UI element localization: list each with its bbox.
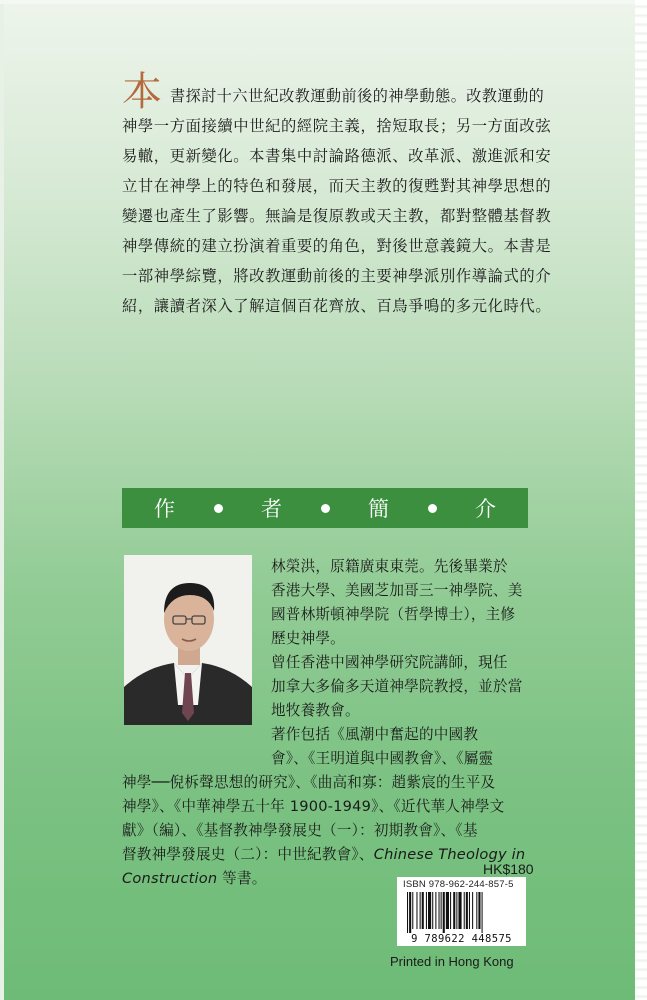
barcode-bar	[426, 892, 427, 929]
bullet-dot-icon	[214, 504, 223, 513]
barcode-bar	[482, 892, 483, 933]
barcode-bar	[432, 892, 433, 929]
barcode-bar	[435, 892, 436, 929]
bio-line	[122, 845, 525, 865]
isbn-barcode	[397, 877, 526, 946]
description-line: 一部神學綜覽，將改教運動前後的主要神學派別作導論式的介	[122, 267, 552, 285]
bio-line-text: 督教神學發展史（二）：中世紀教會》、	[122, 846, 374, 863]
bullet-dot-icon	[321, 504, 330, 513]
bio-line: 會》、《王明道與中國教會》、《屬靈	[271, 750, 494, 767]
description-dropcap: 本	[122, 69, 162, 115]
banner-char: 作	[154, 497, 175, 521]
description-line: 書探討十六世紀改教運動前後的神學動態。改教運動的	[170, 87, 545, 105]
barcode-bar	[458, 892, 461, 929]
barcode-bar	[428, 892, 431, 929]
barcode-bar	[422, 892, 424, 929]
author-photo	[124, 555, 252, 725]
scan-edge-left	[0, 0, 4, 1000]
bio-line: 加拿大多倫多天道神學院教授，並於當	[271, 678, 523, 695]
bio-line-text: 等書。	[217, 870, 267, 887]
author-portrait-icon	[124, 555, 252, 725]
description-line: 變遷也產生了影響。無論是復原教或天主教，都對整體基督教	[122, 207, 552, 225]
barcode-icon	[407, 892, 517, 933]
barcode-bar	[441, 892, 442, 929]
author-intro-banner	[122, 488, 528, 528]
barcode-bar	[464, 892, 465, 929]
barcode-bar	[453, 892, 455, 929]
barcode-bar	[416, 892, 417, 929]
english-title: Chinese Theology in	[373, 846, 526, 863]
bio-line: 香港大學、美國芝加哥三一神學院、美	[271, 582, 523, 599]
description-line: 紹，讓讀者深入了解這個百花齊放、百鳥爭鳴的多元化時代。	[122, 297, 552, 315]
bio-line: 獻》（編）、《基督教神學發展史（一）：初期教會》、《基	[122, 822, 478, 839]
banner-char: 介	[475, 497, 496, 521]
barcode-bar	[439, 892, 440, 929]
bio-line: 國普林斯頓神學院（哲學博士），主修	[271, 606, 516, 623]
price-label: HK$180	[483, 861, 534, 877]
isbn-number: ISBN 978-962-244-857-5	[403, 879, 514, 890]
description-line: 神學一方面接續中世紀的經院主義，捨短取長；另一方面改弦	[122, 117, 552, 135]
barcode-bar	[446, 892, 449, 929]
printed-in-label: Printed in Hong Kong	[390, 954, 514, 969]
barcode-digits: 9 789622 448575	[411, 933, 512, 945]
scan-edge-right	[635, 0, 647, 1000]
barcode-bar	[409, 892, 411, 933]
bio-line: 地牧養教會。	[271, 702, 360, 719]
bio-line: 林榮洪，原籍廣東東莞。先後畢業於	[271, 558, 508, 575]
bullet-dot-icon	[428, 504, 437, 513]
bio-line: 曾任香港中國神學研究院講師，現任	[271, 654, 508, 671]
bio-line: 著作包括《風潮中奮起的中國教	[271, 726, 479, 743]
barcode-bar	[476, 892, 477, 929]
banner-char: 簡	[368, 497, 389, 521]
description-line: 立甘在神學上的特色和發展，而天主教的復甦對其神學思想的	[122, 177, 552, 195]
barcode-bar	[466, 892, 468, 929]
bio-line: 神學》、《中華神學五十年 1900-1949》、《近代華人神學文	[122, 798, 505, 815]
banner-char: 者	[261, 497, 282, 521]
barcode-bar	[472, 892, 473, 929]
barcode-bar	[412, 892, 413, 929]
barcode-bar	[443, 892, 445, 933]
scan-edge-top	[0, 0, 647, 4]
barcode-bar	[469, 892, 470, 929]
english-title: Construction	[122, 870, 218, 887]
barcode-bar	[450, 892, 451, 929]
description-line: 易轍，更新變化。本書集中討論路德派、改革派、激進派和安	[122, 147, 552, 165]
barcode-bar	[407, 892, 408, 933]
barcode-bar	[456, 892, 457, 929]
bio-line	[122, 869, 267, 889]
bio-line: 神學──倪柝聲思想的研究》、《曲高和寡：趙紫宸的生平及	[122, 774, 496, 791]
barcode-bar	[420, 892, 421, 929]
bio-line: 歷史神學。	[271, 630, 345, 647]
barcode-bar	[478, 892, 480, 929]
description-line: 神學傳統的建立扮演着重要的角色，對後世意義鏡大。本書是	[122, 237, 552, 255]
